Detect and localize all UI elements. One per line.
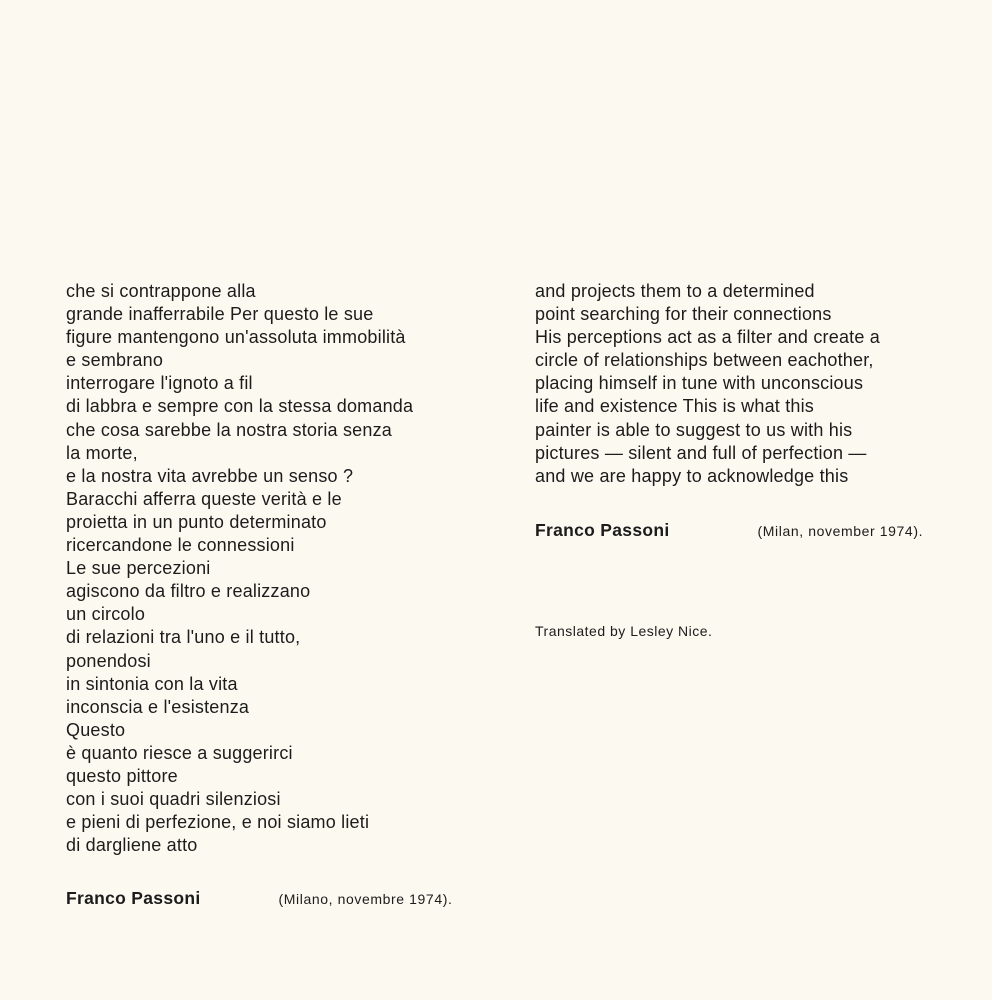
- text-line: proietta in un punto determinato: [66, 511, 327, 532]
- english-signature: [535, 520, 923, 541]
- text-line: la morte,: [66, 442, 138, 463]
- text-line: life and existence This is what this: [535, 396, 815, 417]
- italian-signature: [66, 888, 452, 909]
- text-line: His perceptions act as a filter and create a: [535, 327, 880, 348]
- text-line: e pieni di perfezione, e noi siamo lieti: [66, 812, 370, 833]
- text-line: grande inafferrabile Per questo le sue: [66, 304, 374, 325]
- text-line: inconscia e l'esistenza: [66, 696, 250, 717]
- text-line: Le sue percezioni: [66, 558, 211, 579]
- text-line: di relazioni tra l'uno e il tutto,: [66, 627, 301, 648]
- text-line: un circolo: [66, 604, 146, 625]
- text-line: di dargliene atto: [66, 835, 198, 856]
- text-line: and projects them to a determined: [535, 281, 815, 301]
- text-line: ponendosi: [66, 650, 151, 671]
- text-line: e la nostra vita avrebbe un senso ?: [66, 465, 354, 486]
- text-line: è quanto riesce a suggerirci: [66, 742, 293, 763]
- author-name: Franco Passoni: [66, 888, 201, 908]
- text-line: painter is able to suggest to us with his: [535, 419, 853, 440]
- text-line: e sembrano: [66, 350, 164, 371]
- author-name: Franco Passoni: [535, 520, 670, 540]
- text-line: in sintonia con la vita: [66, 673, 238, 694]
- text-line: che si contrappone alla: [66, 281, 256, 301]
- text-line: che cosa sarebbe la nostra storia senza: [66, 419, 392, 440]
- text-line: di labbra e sempre con la stessa domanda: [66, 396, 414, 417]
- text-line: and we are happy to acknowledge this: [535, 465, 849, 486]
- text-line: ricercandone le connessioni: [66, 535, 295, 556]
- text-line: placing himself in tune with unconscious: [535, 373, 864, 394]
- text-line: questo pittore: [66, 765, 178, 786]
- dateline: (Milano, novembre 1974).: [278, 891, 453, 907]
- text-line: con i suoi quadri silenziosi: [66, 789, 281, 810]
- text-line: interrogare l'ignoto a fil: [66, 373, 253, 394]
- text-line: circle of relationships between eachother,: [535, 350, 874, 371]
- text-line: point searching for their connections: [535, 304, 832, 325]
- english-text-column: [535, 280, 975, 488]
- text-line: Baracchi afferra queste verità e le: [66, 488, 342, 509]
- italian-paragraph: [66, 280, 506, 857]
- text-line: agiscono da filtro e realizzano: [66, 581, 311, 602]
- english-paragraph: [535, 280, 975, 488]
- dateline: (Milan, november 1974).: [757, 523, 924, 539]
- text-line: figure mantengono un'assoluta immobilità: [66, 327, 406, 348]
- text-line: Questo: [66, 719, 126, 740]
- text-line: pictures — silent and full of perfection —: [535, 442, 867, 463]
- translation-credit: Translated by Lesley Nice.: [535, 623, 713, 639]
- italian-text-column: [66, 280, 506, 857]
